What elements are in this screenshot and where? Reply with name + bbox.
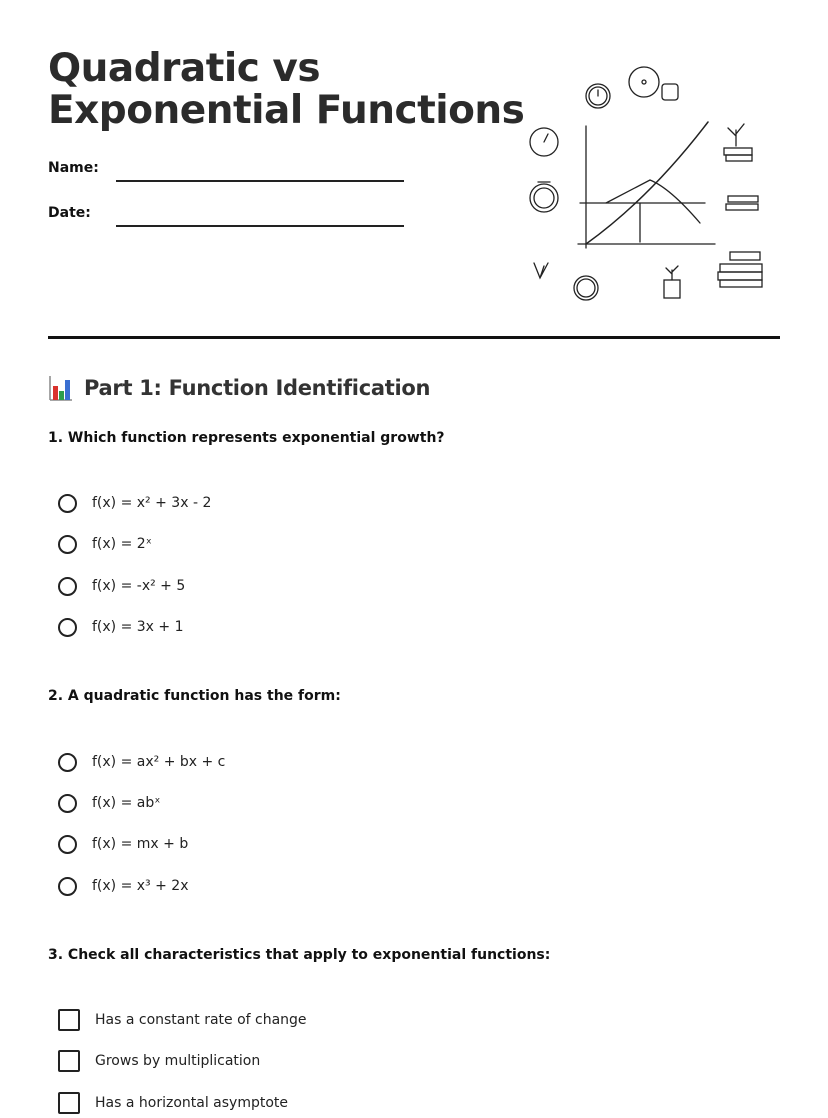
q3-option-3[interactable] — [58, 1091, 288, 1115]
option-label: f(x) = abˣ — [92, 795, 161, 811]
wall-clock-icon — [629, 67, 659, 97]
sprout-icon — [534, 263, 548, 278]
question-2: 2. A quadratic function has the form: — [48, 688, 341, 704]
clock-icon — [586, 84, 610, 108]
radio-button[interactable] — [58, 494, 77, 513]
option-label: Has a horizontal asymptote — [95, 1095, 288, 1111]
q1-option-1[interactable] — [58, 491, 211, 515]
radio-button[interactable] — [58, 535, 77, 554]
worksheet-title — [48, 48, 524, 132]
part1-title: Part 1: Function Identification — [84, 376, 431, 400]
option-label: f(x) = x³ + 2x — [92, 878, 189, 894]
q3-option-2[interactable] — [58, 1049, 260, 1073]
date-label: Date: — [48, 205, 91, 221]
radio-button[interactable] — [58, 618, 77, 637]
option-label: f(x) = 2ˣ — [92, 536, 152, 552]
date-field[interactable] — [116, 225, 404, 227]
q2-option-2[interactable] — [58, 791, 160, 815]
q2-option-4[interactable] — [58, 874, 189, 898]
option-label: f(x) = mx + b — [92, 836, 189, 852]
name-label: Name: — [48, 160, 99, 176]
title-line-1: Quadratic vs — [48, 46, 321, 91]
radio-button[interactable] — [58, 794, 77, 813]
option-label: Has a constant rate of change — [95, 1012, 307, 1028]
ring-icon — [574, 276, 598, 300]
bar-chart-icon — [48, 374, 74, 402]
name-field[interactable] — [116, 180, 404, 182]
potted-plant-icon — [664, 266, 680, 298]
option-label: f(x) = ax² + bx + c — [92, 754, 226, 770]
q1-option-3[interactable] — [58, 574, 185, 598]
radio-button[interactable] — [58, 577, 77, 596]
q1-option-2[interactable] — [58, 532, 152, 556]
part1-heading — [48, 374, 430, 402]
q3-option-1[interactable] — [58, 1008, 307, 1032]
option-label: f(x) = x² + 3x - 2 — [92, 495, 212, 511]
jar-icon — [662, 84, 678, 100]
math-doodle-illustration — [520, 58, 780, 308]
checkbox[interactable] — [58, 1092, 80, 1114]
tall-book-stack-icon — [718, 252, 762, 287]
stopwatch-icon — [530, 182, 558, 212]
small-clock-icon — [530, 128, 558, 156]
q2-option-1[interactable] — [58, 750, 225, 774]
option-label: f(x) = -x² + 5 — [92, 578, 186, 594]
radio-button[interactable] — [58, 877, 77, 896]
radio-button[interactable] — [58, 753, 77, 772]
q1-option-4[interactable] — [58, 615, 184, 639]
book-stack-icon — [724, 124, 752, 161]
title-line-2: Exponential Functions — [48, 88, 525, 133]
checkbox[interactable] — [58, 1050, 80, 1072]
book-pile-icon — [726, 196, 758, 210]
checkbox[interactable] — [58, 1009, 80, 1031]
radio-button[interactable] — [58, 835, 77, 854]
section-divider — [48, 336, 780, 339]
exponential-curve-icon — [586, 122, 708, 244]
question-1: 1. Which function represents exponential growth? — [48, 430, 445, 446]
q2-option-3[interactable] — [58, 832, 188, 856]
option-label: Grows by multiplication — [95, 1053, 261, 1069]
option-label: f(x) = 3x + 1 — [92, 619, 184, 635]
question-3: 3. Check all characteristics that apply to exponential functions: — [48, 947, 551, 963]
